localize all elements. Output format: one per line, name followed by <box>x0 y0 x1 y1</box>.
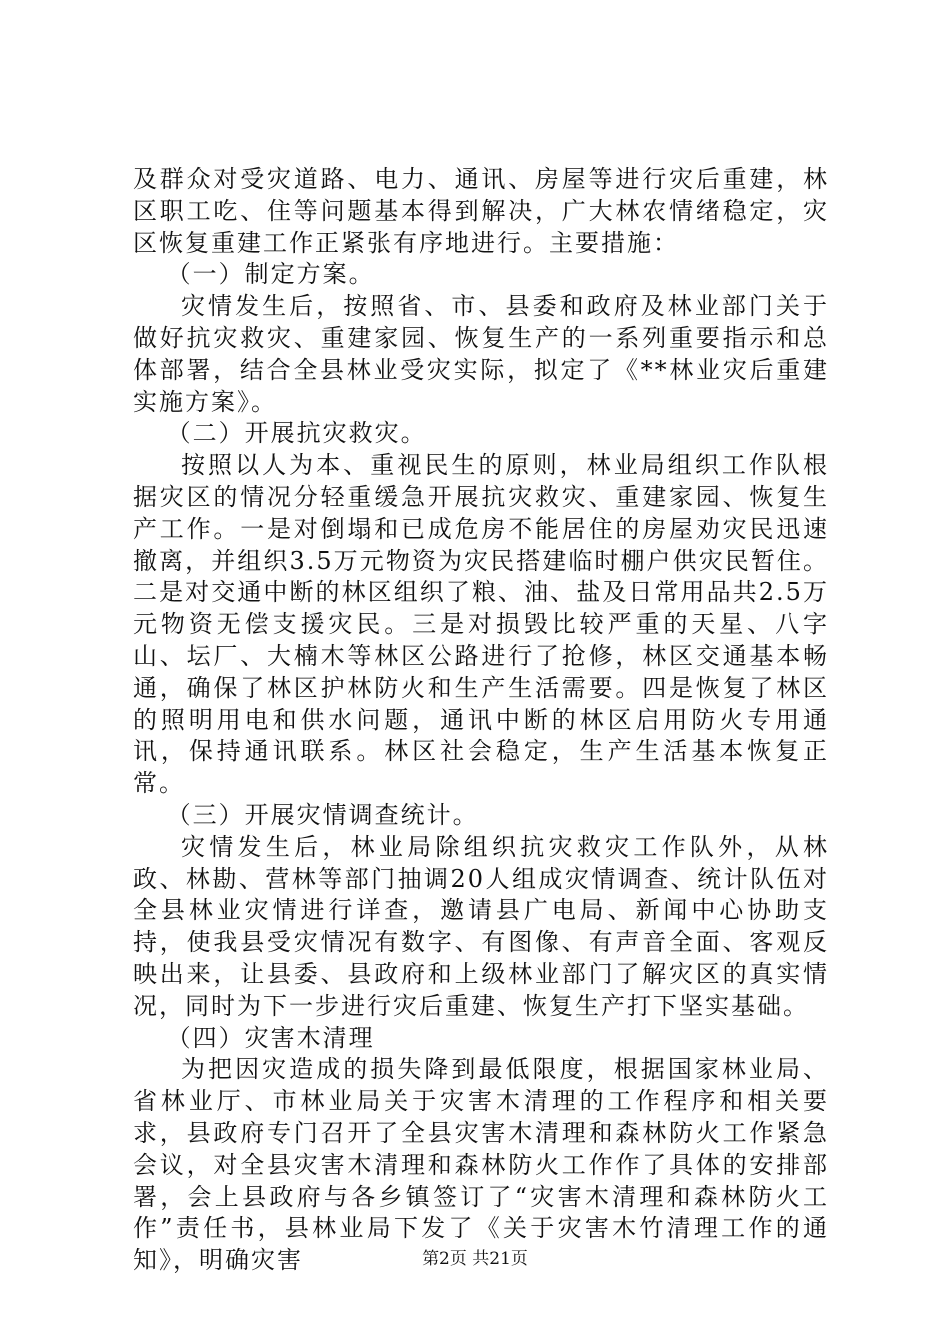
paragraph-survey: 灾情发生后，林业局除组织抗灾救灾工作队外，从林政、林勘、营林等部门抽调20人组成灾情调查、统计队伍对全县林业灾情进行详查，邀请县广电局、新闻中心协助支持，使我县受灾情况有数字、有图像、有声音全面、客观反映出来，让县委、县政府和上级林业部门了解灾区的真实情况，同时为下一步进行灾后重建、恢复生产打下坚实基础。 <box>133 832 829 1020</box>
paragraph-cleanup: 为把因灾造成的损失降到最低限度，根据国家林业局、省林业厅、市林业局关于灾害木清理的工作程序和相关要求，县政府专门召开了全县灾害木清理和森林防火工作紧急会议，对全县灾害木清理和森林防火工作作了具体的安排部署，会上县政府与各乡镇签订了“灾害木清理和森林防火工作”责任书，县林业局下发了《关于灾害木竹清理工作的通知》，明确灾害 <box>133 1055 829 1275</box>
page-footer: 第2页 共21页 <box>422 1249 528 1269</box>
paragraph-plan: 灾情发生后，按照省、市、县委和政府及林业部门关于做好抗灾救灾、重建家园、恢复生产的一系列重要指示和总体部署，结合全县林业受灾实际，拟定了《**林业灾后重建实施方案》。 <box>133 292 829 416</box>
section-heading-3: （三）开展灾情调查统计。 <box>166 800 479 829</box>
section-heading-1: （一）制定方案。 <box>166 260 375 289</box>
document-body <box>133 164 829 1277</box>
paragraph-relief: 按照以人为本、重视民生的原则，林业局组织工作队根据灾区的情况分轻重缓急开展抗灾救灾、重建家园、恢复生产工作。一是对倒塌和已成危房不能居住的房屋劝灾民迅速撤离，并组织3.5万元物资为灾民搭建临时棚户供灾民暂住。二是对交通中断的林区组织了粮、油、盐及日常用品共2.5万元物资无偿支援灾民。三是对损毁比较严重的天星、八字山、坛厂、大楠木等林区公路进行了抢修，林区交通基本畅通，确保了林区护林防火和生产生活需要。四是恢复了林区的照明用电和供水问题，通讯中断的林区启用防火专用通讯，保持通讯联系。林区社会稳定，生产生活基本恢复正常。 <box>133 451 829 798</box>
section-heading-4: （四）灾害木清理 <box>166 1023 375 1052</box>
section-heading-2: （二）开展抗灾救灾。 <box>166 419 427 448</box>
paragraph-intro: 及群众对受灾道路、电力、通讯、房屋等进行灾后重建，林区职工吃、住等问题基本得到解决，广大林农情绪稳定，灾区恢复重建工作正紧张有序地进行。主要措施： <box>133 165 829 257</box>
